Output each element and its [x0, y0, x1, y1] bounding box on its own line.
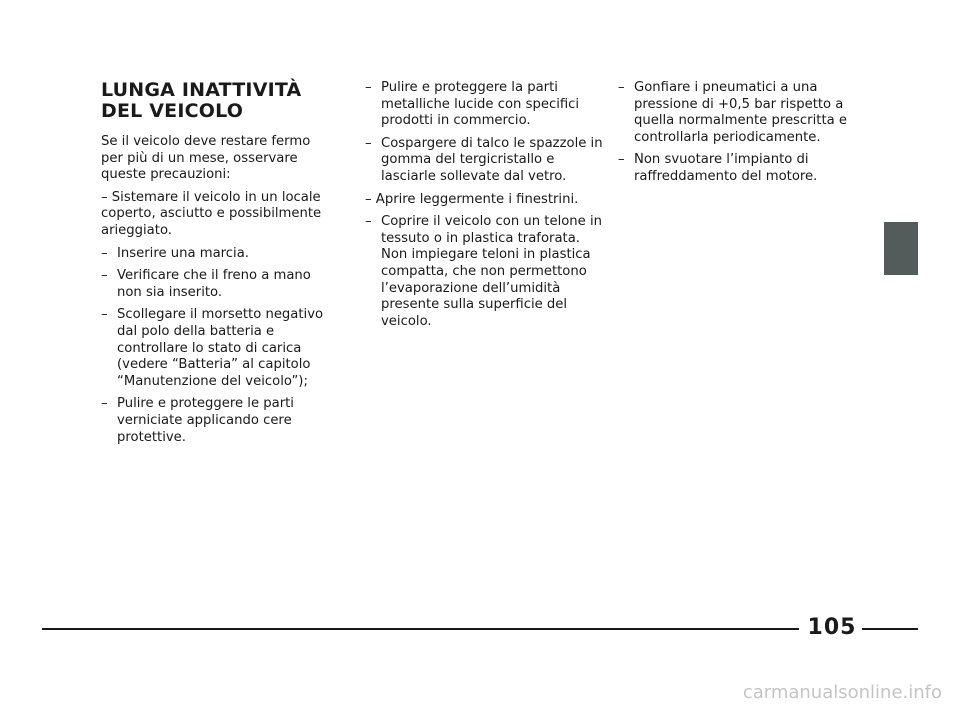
intro-paragraph: Se il veicolo deve restare fermo per più di un mese, osservare queste precauzioni: — [101, 134, 311, 183]
dash-marker: – — [365, 80, 372, 95]
precaution-list-3 — [618, 80, 858, 186]
chapter-tab-marker — [884, 222, 918, 275]
section-heading — [101, 80, 336, 122]
list-item-text: Coprire il veicolo con un telone in tessuto o in plastica traforata. Non impiegare teloni in plastica compatta, che non permettono l’evaporazione dell’umidità presente sulla superficie del veicolo. — [381, 214, 602, 329]
heading-line-1: LUNGA INATTIVITÀ — [101, 79, 302, 101]
list-item — [618, 80, 858, 146]
list-item — [365, 214, 603, 330]
list-item-text: Verificare che il freno a mano non sia inserito. — [117, 268, 311, 300]
list-item — [101, 307, 336, 390]
list-item-text: Pulire e proteggere la parti metalliche lucide con specifici prodotti in commercio. — [381, 80, 580, 129]
column-right — [618, 80, 858, 192]
list-item — [101, 246, 336, 263]
precaution-list-2 — [365, 80, 603, 330]
list-item-text: Scollegare il morsetto negativo dal polo della batteria e controllare lo stato di carica (vedere “Batteria” al capitolo “Manutenzione del veicolo”); — [117, 307, 324, 389]
list-item-text: Pulire e proteggere le parti verniciate applicando cere protettive. — [117, 396, 294, 445]
list-item — [618, 152, 858, 185]
dash-marker: – — [101, 245, 108, 261]
footer-rule-left — [42, 628, 799, 630]
list-item-text: Gonfiare i pneumatici a una pressione di +0,5 bar rispetto a quella normalmente prescritta e controllarla periodicamente. — [634, 80, 847, 145]
dash-marker: – — [101, 268, 108, 284]
dash-marker: – — [618, 152, 625, 168]
column-middle — [365, 80, 603, 336]
list-item-text: Sistemare il veicolo in un locale coperto, asciutto e possibilmente arieggiato. — [101, 189, 322, 238]
list-item — [365, 136, 603, 186]
dash-marker: – — [365, 214, 372, 230]
watermark: carmanualsonline.info — [742, 682, 942, 703]
column-left — [101, 80, 336, 452]
list-item-text: Aprire leggermente i finestrini. — [375, 191, 579, 207]
list-item-text: Inserire una marcia. — [117, 245, 249, 261]
list-item-text: Non svuotare l’impianto di raffreddamento del motore. — [634, 152, 818, 184]
list-item — [365, 80, 603, 130]
list-item — [101, 190, 336, 240]
dash-marker: – — [101, 396, 108, 412]
page-number: 105 — [807, 615, 857, 640]
precaution-list-1 — [101, 190, 336, 446]
dash-marker: – — [365, 191, 372, 207]
dash-marker: – — [101, 189, 108, 205]
list-item — [101, 268, 336, 301]
dash-marker: – — [618, 80, 625, 95]
dash-marker: – — [101, 307, 108, 323]
list-item-text: Cospargere di talco le spazzole in gomma del tergicristallo e lasciarle sollevate dal vetro. — [381, 135, 603, 184]
list-item — [101, 396, 336, 446]
heading-line-2: DEL VEICOLO — [101, 100, 244, 122]
footer-rule-right — [862, 628, 918, 630]
list-item — [365, 192, 603, 209]
dash-marker: – — [365, 135, 372, 151]
